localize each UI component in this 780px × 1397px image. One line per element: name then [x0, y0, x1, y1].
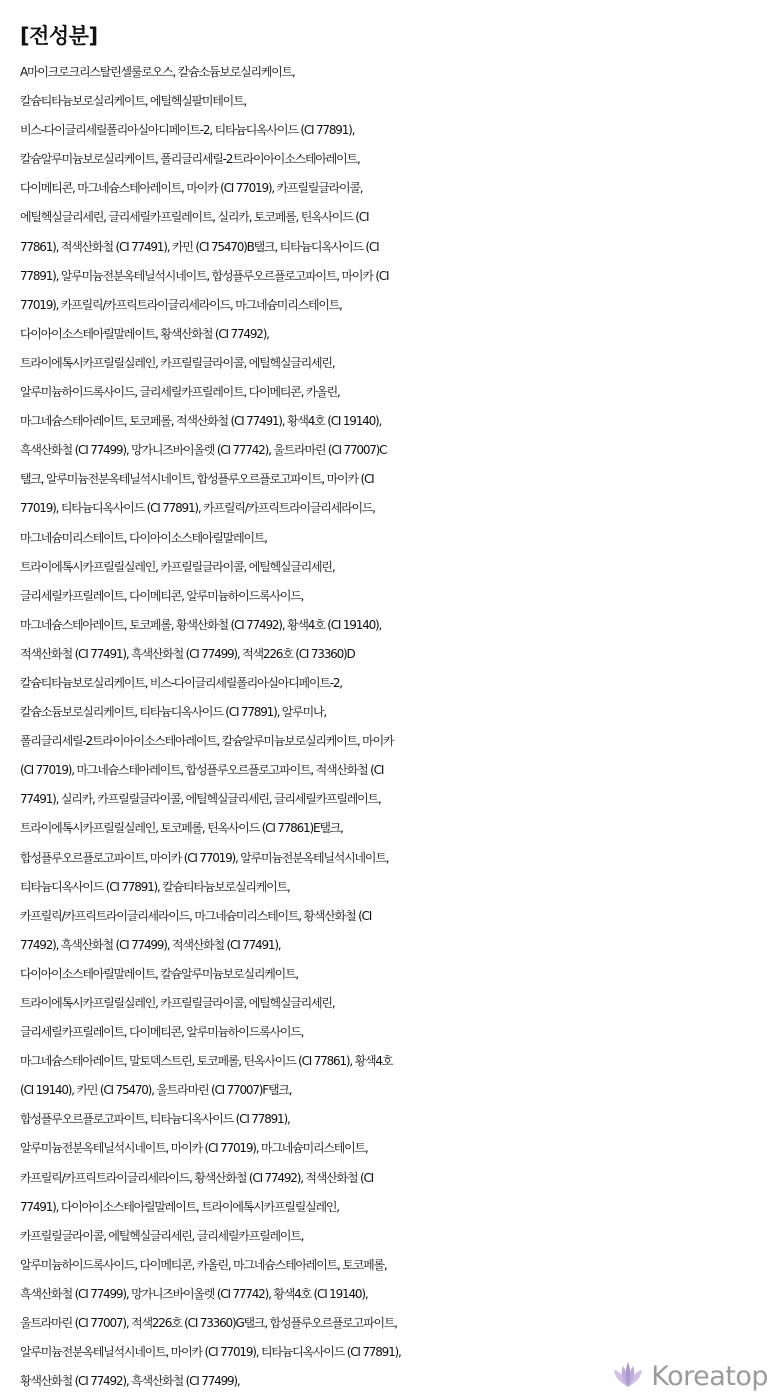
ingredient-line: 마그네슘스테아레이트, 말토덱스트린, 토코페롤, 틴옥사이드 (CI 77861), 황색4호: [20, 1054, 393, 1069]
ingredient-line: 합성플루오르플로고파이트, 마이카 (CI 77019), 알루미늄전분옥테닐석시네이트,: [20, 850, 389, 865]
ingredient-line: (CI 77019), 마그네슘스테아레이트, 합성플루오르플로고파이트, 적색산화철 (CI: [20, 763, 384, 778]
ingredient-line: 칼슘알루미늄보로실리케이트, 폴리글리세릴-2트라이아이소스테아레이트,: [20, 152, 360, 167]
ingredient-line: 다이아이소스테아릴말레이트, 칼슘알루미늄보로실리케이트,: [20, 966, 299, 981]
ingredient-line: 알루미늄하이드록사이드, 글리세릴카프릴레이트, 다이메티콘, 카올린,: [20, 385, 340, 400]
ingredient-line: 77491), 실리카, 카프릴릴글라이콜, 에틸헥실글리세린, 글리세릴카프릴레이트,: [20, 792, 381, 807]
ingredient-line: 트라이에톡시카프릴릴실레인, 카프릴릴글라이콜, 에틸헥실글리세린,: [20, 559, 335, 574]
ingredient-line: 77891), 알루미늄전분옥테닐석시네이트, 합성플루오르플로고파이트, 마이카 (CI: [20, 268, 389, 283]
ingredient-line: 글리세릴카프릴레이트, 다이메티콘, 알루미늄하이드록사이드,: [20, 1025, 304, 1040]
watermark-text: Koreatop: [651, 1361, 768, 1392]
ingredient-line: 카프릴릭/카프릭트라이글리세라이드, 황색산화철 (CI 77492), 적색산화철 (CI: [20, 1170, 373, 1185]
ingredient-line: 황색산화철 (CI 77492), 흑색산화철 (CI 77499),: [20, 1374, 240, 1389]
ingredient-line: 비스-다이글리세릴폴리아실아디페이트-2, 티타늄디옥사이드 (CI 77891),: [20, 123, 355, 138]
ingredient-list: [20, 58, 780, 1396]
ingredient-line: (CI 19140), 카민 (CI 75470), 울트라마린 (CI 77007)F탤크,: [20, 1083, 292, 1098]
ingredient-line: 합성플루오르플로고파이트, 티타늄디옥사이드 (CI 77891),: [20, 1112, 290, 1127]
ingredient-line: 77491), 다이아이소스테아릴말레이트, 트라이에톡시카프릴릴실레인,: [20, 1199, 339, 1214]
ingredient-line: 칼슘티타늄보로실리케이트, 비스-다이글리세릴폴리아실아디페이트-2,: [20, 675, 342, 690]
ingredient-line: 알루미늄하이드록사이드, 다이메티콘, 카올린, 마그네슘스테아레이트, 토코페롤,: [20, 1257, 387, 1272]
ingredient-line: 77492), 흑색산화철 (CI 77499), 적색산화철 (CI 77491),: [20, 937, 281, 952]
ingredient-line: 티타늄디옥사이드 (CI 77891), 칼슘티타늄보로실리케이트,: [20, 879, 290, 894]
ingredient-line: 글리세릴카프릴레이트, 다이메티콘, 알루미늄하이드록사이드,: [20, 588, 304, 603]
ingredient-line: 마그네슘스테아레이트, 토코페롤, 황색산화철 (CI 77492), 황색4호 (CI 19140),: [20, 617, 382, 632]
ingredient-line: A마이크로크리스탈린셀룰로오스, 칼슘소듐보로실리케이트,: [20, 65, 295, 79]
ingredient-line: 알루미늄전분옥테닐석시네이트, 마이카 (CI 77019), 마그네슘미리스테이트,: [20, 1141, 368, 1156]
ingredient-line: 77861), 적색산화철 (CI 77491), 카민 (CI 75470)B탤크, 티타늄디옥사이드 (CI: [20, 239, 379, 254]
ingredient-line: 칼슘티타늄보로실리케이트, 에틸헥실팔미테이트,: [20, 94, 247, 109]
ingredient-line: 울트라마린 (CI 77007), 적색226호 (CI 73360)G탤크, 합성플루오르플로고파이트,: [20, 1316, 397, 1331]
ingredient-line: 카프릴릴글라이콜, 에틸헥실글리세린, 글리세릴카프릴레이트,: [20, 1228, 304, 1243]
ingredient-line: 77019), 티타늄디옥사이드 (CI 77891), 카프릴릭/카프릭트라이글리세라이드,: [20, 501, 375, 516]
ingredient-line: 마그네슘미리스테이트, 다이아이소스테아릴말레이트,: [20, 530, 267, 545]
ingredient-line: 탤크, 알루미늄전분옥테닐석시네이트, 합성플루오르플로고파이트, 마이카 (CI: [20, 472, 374, 487]
ingredient-line: 마그네슘스테아레이트, 토코페롤, 적색산화철 (CI 77491), 황색4호 (CI 19140),: [20, 414, 382, 429]
ingredient-line: 트라이에톡시카프릴릴실레인, 카프릴릴글라이콜, 에틸헥실글리세린,: [20, 996, 335, 1010]
ingredient-line: 폴리글리세릴-2트라이아이소스테아레이트, 칼슘알루미늄보로실리케이트, 마이카: [20, 734, 394, 749]
ingredient-line: 알루미늄전분옥테닐석시네이트, 마이카 (CI 77019), 티타늄디옥사이드 (CI 77891),: [20, 1345, 401, 1360]
ingredient-line: 카프릴릭/카프릭트라이글리세라이드, 마그네슘미리스테이트, 황색산화철 (CI: [20, 908, 372, 923]
ingredient-line: 흑색산화철 (CI 77499), 망가니즈바이올렛 (CI 77742), 울트라마린 (CI 77007)C: [20, 443, 387, 458]
ingredient-line: 다이메티콘, 마그네슘스테아레이트, 마이카 (CI 77019), 카프릴릴글라이콜,: [20, 181, 363, 196]
ingredient-line: 트라이에톡시카프릴릴실레인, 토코페롤, 틴옥사이드 (CI 77861)E탤크,: [20, 821, 343, 836]
ingredient-line: 에틸헥실글리세린, 글리세릴카프릴레이트, 실리카, 토코페롤, 틴옥사이드 (CI: [20, 210, 369, 225]
ingredient-line: 흑색산화철 (CI 77499), 망가니즈바이올렛 (CI 77742), 황색4호 (CI 19140),: [20, 1286, 368, 1301]
ingredient-line: 트라이에톡시카프릴릴실레인, 카프릴릴글라이콜, 에틸헥실글리세린,: [20, 355, 335, 370]
ingredient-line: 적색산화철 (CI 77491), 흑색산화철 (CI 77499), 적색226호 (CI 73360)D: [20, 646, 355, 661]
ingredients-heading: [전성분]: [20, 24, 98, 48]
lotus-icon: [611, 1360, 645, 1394]
ingredient-line: 칼슘소듐보로실리케이트, 티타늄디옥사이드 (CI 77891), 알루미나,: [20, 705, 326, 720]
koreatop-watermark: [611, 1359, 768, 1395]
ingredient-line: 77019), 카프릴릭/카프릭트라이글리세라이드, 마그네슘미리스테이트,: [20, 297, 342, 312]
ingredient-line: 다이아이소스테아릴말레이트, 황색산화철 (CI 77492),: [20, 326, 269, 341]
